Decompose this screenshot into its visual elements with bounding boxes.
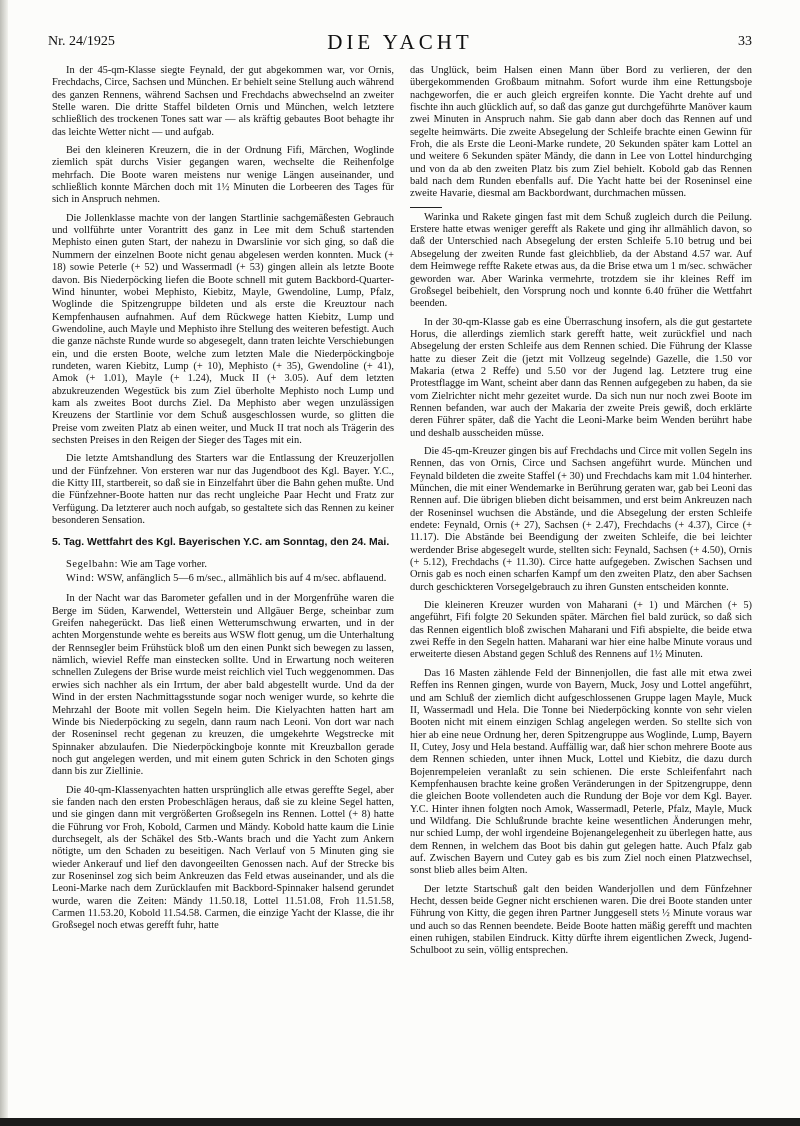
page-header [48, 30, 752, 54]
course-label: Segelbahn: [66, 558, 119, 570]
wind-info [52, 573, 394, 585]
course-info [52, 559, 394, 571]
page-binding-shadow [0, 0, 8, 1126]
wind-label: Wind: [66, 573, 95, 585]
paragraph-man-overboard: das Unglück, beim Halsen einen Mann über Bord zu verlieren, der den übergekommenden Großbaum mitnahm. Sofort wurde ihm eine Rettungsboje nachgeworfen, die er auch gleich ergreifen konnte. Die Yacht drehte auf und fischte ihn auch glücklich auf, so daß das ganze gut durchgeführte Manöver kaum zwei Minuten in Anspruch nahm. Sie gab dann aber doch das Rennen auf und segelte heimwärts. Die zweite Absegelung der Schleife brachte einen Gewinn für Froh, die als Erste die Leoni-Marke rundete, 20 Sekunden später kam Lottel an und weitere 6 Sekunden später Mändy, die dann in Lee von Lottel hindurchging und von da ab den zweiten Platz bis zum Ziel behielt. Kobold gab das Rennen bald nach dem Runden ebenfalls auf. Die Yacht hatte bei der Roseninsel eine zweite Havarie, diesmal am Backbordwant, durchmachen müssen. [410, 65, 752, 200]
paragraph-final-start: Die letzte Amtshandlung des Starters war die Entlassung der Kreuzerjollen und der Fünfzehner. Von ersteren war nur das Jugendboot des Kgl. Bayer. Y.C., die Kitty III, startbereit, so daß sie in Einzelfahrt über die Bahn gehen mußte. Und die Fünfzehner-Boote hatten nur das recht ungleiche Paar Hecht und Fratz zur Verfügung. Da letzterer auch noch aufgab, so gestaltete sich das Rennen zu keiner besonderen Sensation. [52, 453, 394, 527]
paragraph-last-start: Der letzte Startschuß galt den beiden Wanderjollen und dem Fünfzehner Hecht, dessen beide Gegner nicht erschienen waren. Die drei Boote standen unter Führung von Kitty, die gegen ihren Partner Junggesell stets ½ Minute voraus war und auch so das Rennen beendete. Beide Boote hatten mäßig gerefft und machten einen ruhigen, stabilen Eindruck. Kitty dürfte ihrem eigentlichen Zweck, Jugend-Schulboot zu sein, völlig entsprechen. [410, 883, 752, 957]
right-column [410, 65, 752, 964]
paragraph-inland-dinghies: Das 16 Masten zählende Feld der Binnenjollen, die fast alle mit etwa zwei Reffen ins Rennen gingen, wurde von Bayern, Muck, Josy und Lottel angeführt, und am Schluß der ziemlich dicht aufgeschlossenen Gruppe lagen Mayle, Muck II, Wassermadl und Hela. Die Tonne bei Niederpöcking konnte von sehr vielen Booten nicht mit einem einzigen Schlag angelegen werden. So stellte sich von hier ab eine neue Ordnung her, deren Spitzengruppe aus Woglinde, Lump, Bayern II, Cutey, Josy und Hela bestand. Auffällig war, daß hier schon mehrere Boote aus dem Rennen schieden, unter ihnen Muck, Lottel und Kiebitz, die dazu durch Bojenrempeleien veranlaßt zu sein schienen. Die erste Schleifenfahrt nach Kempfenhausen brachte keine großen Veränderungen in der Spitzengruppe, denn die gleichen Boote vollendeten auch die Rundung der Boje vor dem Kgl. Bayer. Y.C. Hinter ihnen folgten noch Amok, Wassermadl, Peterle, Pfalz, Mayle, Muck und Wildfang. Die Schlußrunde brachte keine wesentlichen Änderungen mehr, nur schied Lump, der wohl irgendeine Bojenangelegenheit zu überlegen hatte, aus dem Rennen, in welchem das Boot bis dahin gut gelegen hatte. Auch Pfalz gab auf. Zwischen Bayern und Cutey gab es bis zum Ziel noch einen Platzwechsel, sonst blieb alles beim Alten. [410, 667, 752, 877]
paragraph-weather: In der Nacht war das Barometer gefallen und in der Morgenfrühe waren die Berge im Süden, Karwendel, Wetterstein und Allgäuer Berge, scheinbar zum Greifen nahegerückt. Das ließ einen Wetterumschwung erwarten, und in der achten Morgenstunde wehte es bereits aus WSW flott genug, um die Unterhaltung der Rennsegler beim Frühstück bloß um den einen Punkt sich bewegen zu lassen, nämlich, wieviel Reffe man einstecken sollte. Und in Erwartung noch weiteren schnellen Zulegens der Brise wurde meist reichlich viel Tuch weggenommen. Das erwies sich nachher als ein Irrtum, der aber bald abgestellt wurde. Und da der Wind in der ersten Nachmittagsstunde sogar noch weniger wurde, so kehrte die Mehrzahl der Boote mit vollen Segeln heim. Die Kielyachten hatten hart am Winde bis Niederpöcking zu segeln, dann raum nach Leoni. Von dort war nach der Roseninsel recht gegenan zu kreuzen, die umgekehrte Wegstrecke mit Spinnaker abzulaufen. Die Niederpöckingboje konnte mit Kreuzballon gerade noch gut angelegen werden, und mit einem guten Schrick in den Schoten gings dann bis zur Ziellinie. [52, 593, 394, 778]
paragraph-small-cruisers: Bei den kleineren Kreuzern, die in der Ordnung Fifi, Märchen, Woglinde ziemlich spät durchs Visier gegangen waren, wechselte die Reihenfolge mehrfach. Die Boote waren meistens nur wenige Längen auseinander, und schließlich konnte Märchen doch mit 1½ Minuten die Lorbeeren des Tages für sich in Anspruch nehmen. [52, 145, 394, 206]
paragraph-warinka-rakete: Warinka und Rakete gingen fast mit dem Schuß zugleich durch die Peilung. Erstere hatte etwas weniger gerefft als Rakete und ging ihr allmählich davon, so daß der Unterschied nach Absegelung der ersten Schleife 5.10 betrug und bei Absegelung der zweiten Runde fast gleichblieb, da der Abstand 4.57 war. Auf dem Heimwege reffte Rakete etwas aus, da die Brise etwa um 1 m/sec. schwächer geworden war. Aber Warinka vermehrte, trotzdem sie ihr kleines Reff im Großsegel beibehielt, den Vorsprung noch und konnte 6.40 früher die Wettfahrt beenden. [410, 211, 752, 310]
paragraph-45qm-result: In der 45-qm-Klasse siegte Feynald, der gut abgekommen war, vor Ornis, Frechdachs, Circe, Sachsen und München. Er behielt seine Stellung auch während des ganzen Rennens, während Sachsen und Frechdachs abwechselnd an zweiter Stelle waren. Die dritte Staffel bildeten Ornis und München, welch letztere schließlich des trockenen Tones satt war — als kräftig gebautes Boot behagte ihr das leichte Wetter nicht — und aufgab. [52, 65, 394, 138]
magazine-title: DIE YACHT [327, 30, 473, 54]
paragraph-smaller-cruisers: Die kleineren Kreuzer wurden von Maharani (+ 1) und Märchen (+ 5) angeführt, Fifi folgte 20 Sekunden später. Märchen fiel bald zurück, so daß sich das Rennen eigentlich bloß zwischen Maharani und Fifi abspielte, die beide etwa zwei Reffe in den Segeln hatten. Maharani war hier eine halbe Minute voraus und erweiterte diesen Abstand gegen Schluß des Rennens auf 1½ Minuten. [410, 600, 752, 661]
left-column [52, 65, 394, 939]
paragraph-40qm-class: Die 40-qm-Klassenyachten hatten ursprünglich alle etwas gereffte Segel, aber sie fanden nach den ersten Probeschlägen heraus, daß sie zu kleine Segel hatten, und sie gingen dann mit vergrößerten Großsegeln ins Rennen. Lottel (+ 8) hatte die Führung vor Froh, Kobold, Carmen und Mändy. Kobold hatte kaum die Linie durchsegelt, als der Schäkel des Stb.-Wants brach und die Yacht zum Ankern nötigte, um den Schaden zu beseitigen. Nach Verlauf von 5 Minuten ging sie wieder Ankerauf und lief den davongeeilten Genossen nach. Auf der Strecke bis zur Roseninsel zog sich beim Ankreuzen das Feld etwas auseinander, und als die Leoni-Marke nach dem Zurücklaufen mit Backbord-Spinnaker halsend gerundet wurde, waren die Zeiten: Mändy 11.50.18, Lottel 11.51.08, Froh 11.51.58, Carmen 11.53.20, Kobold 11.54.58. Carmen, die einzige Yacht der Klasse, die ihr Großsegel noch etwas gerefft fuhr, hatte [52, 784, 394, 932]
course-text: Wie am Tage vorher. [120, 558, 207, 570]
paragraph-30qm-class: In der 30-qm-Klasse gab es eine Überraschung insofern, als die gut gestartete Horus, die allerdings ziemlich stark gerefft hatte, weit zurückfiel und nach Absegelung der ersten Schleife aus dem Rennen schied. Die Führung der Klasse hatte zu dieser Zeit die (jetzt mit Vollzeug segelnde) Gazelle, die 1.50 vor Makaria (etwa 2 Reffe) und 5.50 vor der Jugend lag. Letztere trug eine Protestflagge im Want, scheint aber dann das Rennen aufgegeben zu haben, da sie vom Zielrichter nicht mehr gezeitet wurde. Da sich nun nur noch zwei Boote im Rennen befanden, war auch der Makaria der zweite Preis gewiß, doch erklärte deren Führer später, daß die Yacht die Leoni-Marke beim Wenden berührt habe und deshalb ausscheiden müsse. [410, 316, 752, 439]
page-bottom-edge [0, 1118, 800, 1126]
paragraph-45qm-cruisers: Die 45-qm-Kreuzer gingen bis auf Frechdachs und Circe mit vollen Segeln ins Rennen, das von Ornis, Circe und Sachsen angeführt wurde. München und Feynald bildeten die zweite Staffel (+ 30) und Frechdachs kam mit 1.04 hinterher. München, die mit einer Wendemarke in Berührung geraten war, gab bei Leoni das Rennen auf. Die übrigen blieben dicht beisammen, und erst beim Ankreuzen nach der Roseninsel wuchsen die Abstände, und die Absegelung der ersten Schleife endete: Feynald, Ornis (+ 27), Sachsen (+ 2.47), Frechdachs (+ 4.37), Circe (+ 11.17). Die Abstände bei Beendigung der zweiten Schleife, die bei leichter werdender Brise abgesegelt wurde, stellten sich: Feynald, Sachsen (+ 4.50), Ornis (+ 5.12), Frechdachs (+ 11.30). Circe hatte aufgegeben. Zwischen Sachsen und Ornis gab es noch einen scharfen Kampf um den zweiten Platz, den aber Sachsen durch geschickteren Vorsegelgebrauch zu ihren Gunsten entscheiden konnte. [410, 445, 752, 593]
paragraph-dinghy-class: Die Jollenklasse machte von der langen Startlinie sachgemäßesten Gebrauch und vollführte unter Vorantritt des ganz in Lee mit dem Schuß startenden Mephisto einen guten Start, der nahezu in Dwarslinie vor sich ging, so daß die Nummern der einzelnen Boote nicht genau abgelesen werden konnten. Muck (+ 18) sowie Peterle (+ 52) und Wassermadl (+ 53) gingen allein als letzte Boote davon. Bis Niederpöcking liefen die Boote schnell mit gutem Backbord-Quarter-Wind hinunter, wobei Mephisto, Kiebitz, Mayle, Gwendoline, Lump, Pfalz, Woglinde die Spitzengruppe bildeten und als erste die Kreuztour nach Kempfenhausen aufnahmen. Auf dem Rückwege hatten Kiebitz, Lump und Gwendoline, auch Mayle und Mephisto ihre Stellung des weiteren befestigt. Auch die ganze nächste Runde wurde so abgesegelt, dann traten leichte Verschiebungen ein, und die ersten Boote, welche zum letzten Male die Niederpöckingboje rundeten, waren Kiebitz, Lump (+ 10), Mephisto (+ 35), Gwendoline (+ 41), Amok (+ 1.01), Mayle (+ 1.24), Muck II (+ 3.05). Auf dem letzten abzukreuzenden Wegestück bis zum Ziel überholte Mephisto noch Lump und kam als zweites Boot durchs Ziel. Da Mephisto aber wegen unzulässigen Kreuzens der Startlinie vor dem Schuß ausgeschlossen wurde, so glitten die Preise vom zweiten Platz ab einen weiter, und Muck II trat noch als Trägerin des sechsten Preises in den Reigen der Sieger des Tages mit ein. [52, 212, 394, 446]
page-number: 33 [738, 34, 752, 49]
wind-text: WSW, anfänglich 5—6 m/sec., allmählich bis auf 4 m/sec. abflauend. [96, 573, 387, 585]
section-heading: 5. Tag. Wettfahrt des Kgl. Bayerischen Y.C. am Sonntag, den 24. Mai. [52, 537, 390, 549]
issue-number: Nr. 24/1925 [48, 34, 115, 49]
separator-rule [410, 207, 442, 208]
